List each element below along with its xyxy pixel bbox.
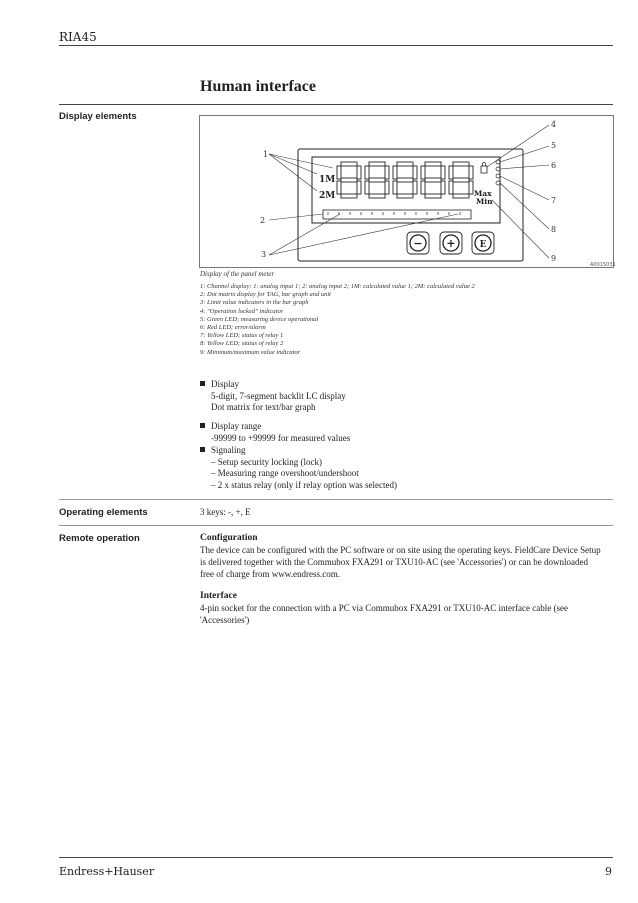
relay2-led-icon bbox=[496, 181, 500, 185]
callout-8: 8 bbox=[551, 225, 557, 234]
legend-item: 1: Channel display: 1: analog input 1; 2: analog input 2; 1M: calculated value 1; 2M: calculated value 2 bbox=[200, 283, 475, 290]
red-led-icon bbox=[496, 167, 500, 171]
bar-graph-ticks bbox=[328, 212, 460, 215]
minus-button[interactable] bbox=[407, 232, 429, 254]
footer-rule bbox=[59, 857, 613, 858]
page-number: 9 bbox=[605, 865, 612, 878]
interface-line: 'Accessories') bbox=[200, 615, 250, 625]
callout-6: 6 bbox=[551, 161, 557, 170]
bullet-subitem: – Measuring range overshoot/undershoot bbox=[211, 468, 359, 478]
min-indicator: Min bbox=[476, 197, 493, 206]
bullet-subitem: – 2 x status relay (only if relay option was selected) bbox=[211, 479, 397, 490]
bullet-display bbox=[200, 379, 346, 414]
figure-id: A0015031 bbox=[590, 262, 616, 268]
plus-button[interactable] bbox=[440, 232, 462, 254]
figure-caption: Display of the panel meter bbox=[200, 270, 275, 278]
callout-9: 9 bbox=[551, 254, 557, 263]
minus-icon: − bbox=[413, 237, 423, 250]
label-display-elements: Display elements bbox=[59, 111, 137, 122]
bullet-title: Signaling bbox=[211, 445, 246, 455]
legend-item: 5: Green LED; measuring device operational bbox=[200, 315, 319, 323]
max-indicator: Max bbox=[474, 189, 492, 198]
lock-icon bbox=[481, 166, 487, 173]
configuration-line: The device can be configured with the PC software or on site using the operating keys. FieldCare Device Setup bbox=[200, 545, 601, 555]
legend-item: 3: Limit value indicators in the bar graph bbox=[200, 299, 309, 307]
enter-button[interactable] bbox=[472, 232, 494, 254]
channel-1-label: 1M bbox=[319, 175, 336, 185]
legend-item: 9: Minimum/maximum value indicator bbox=[200, 348, 301, 356]
callout-2: 2 bbox=[260, 216, 266, 225]
seven-segment-digit bbox=[365, 162, 389, 198]
interface-line: 4-pin socket for the connection with a PC via Commubox FXA291 or TXU10-AC interface cable (see bbox=[200, 603, 568, 613]
configuration-line: is delivered together with the Commubox FXA291 or TXU10-AC (see 'Accessories') or can be downloaded bbox=[200, 557, 588, 567]
bullet-subitem: – Setup security locking (lock) bbox=[211, 456, 322, 467]
callout-3: 3 bbox=[261, 250, 267, 259]
legend-item: 8: Yellow LED; status of relay 2 bbox=[200, 340, 284, 348]
label-operating-elements: Operating elements bbox=[59, 507, 148, 518]
row-divider bbox=[59, 499, 613, 500]
row-divider bbox=[59, 525, 613, 526]
label-remote-operation: Remote operation bbox=[59, 533, 140, 544]
configuration-line: free of charge from www.endress.com. bbox=[200, 569, 340, 579]
bullet-text: 5-digit, 7-segment backlit LC display bbox=[211, 390, 346, 401]
bullet-signaling bbox=[200, 445, 397, 491]
legend-item: 7: Yellow LED; status of relay 1 bbox=[200, 332, 284, 340]
seven-segment-digits bbox=[337, 162, 473, 198]
running-header: RIA45 bbox=[59, 30, 97, 44]
seven-segment-digit bbox=[449, 162, 473, 198]
bullet-icon bbox=[200, 447, 205, 452]
interface-heading: Interface bbox=[200, 591, 237, 601]
callout-4: 4 bbox=[551, 120, 557, 129]
callout-7: 7 bbox=[551, 196, 557, 205]
section-title: Human interface bbox=[200, 78, 316, 95]
seven-segment-digit bbox=[337, 162, 361, 198]
legend-item: 6: Red LED; error/alarm bbox=[200, 324, 266, 332]
legend-item: 2: Dot matrix display for TAG, bar graph and unit bbox=[200, 291, 331, 299]
bullet-text: -99999 to +99999 for measured values bbox=[211, 432, 351, 443]
operating-elements-text: 3 keys: -, +, E bbox=[200, 507, 251, 517]
seven-segment-digit bbox=[421, 162, 445, 198]
legend-item: 4: "Operation locked" indicator bbox=[200, 307, 284, 315]
section-rule bbox=[59, 104, 613, 105]
callout-5: 5 bbox=[551, 141, 557, 150]
configuration-heading: Configuration bbox=[200, 533, 258, 543]
bullet-title: Display bbox=[211, 379, 239, 389]
header-rule bbox=[59, 45, 613, 46]
footer-brand: Endress+Hauser bbox=[59, 865, 155, 878]
remote-operation-content bbox=[200, 532, 612, 626]
bullet-text: Dot matrix for text/bar graph bbox=[211, 402, 316, 412]
bullet-title: Display range bbox=[211, 421, 262, 431]
relay1-led-icon bbox=[496, 174, 500, 178]
figure-legend bbox=[200, 283, 475, 357]
bullet-icon bbox=[200, 423, 205, 428]
seven-segment-digit bbox=[393, 162, 417, 198]
panel-meter-drawing bbox=[200, 116, 613, 267]
channel-2-label: 2M bbox=[319, 191, 336, 201]
plus-icon: + bbox=[446, 237, 456, 250]
bullet-range bbox=[200, 421, 350, 444]
enter-icon: E bbox=[479, 240, 487, 250]
panel-meter-figure bbox=[199, 115, 614, 268]
callout-1: 1 bbox=[263, 150, 269, 159]
bullet-icon bbox=[200, 381, 205, 386]
